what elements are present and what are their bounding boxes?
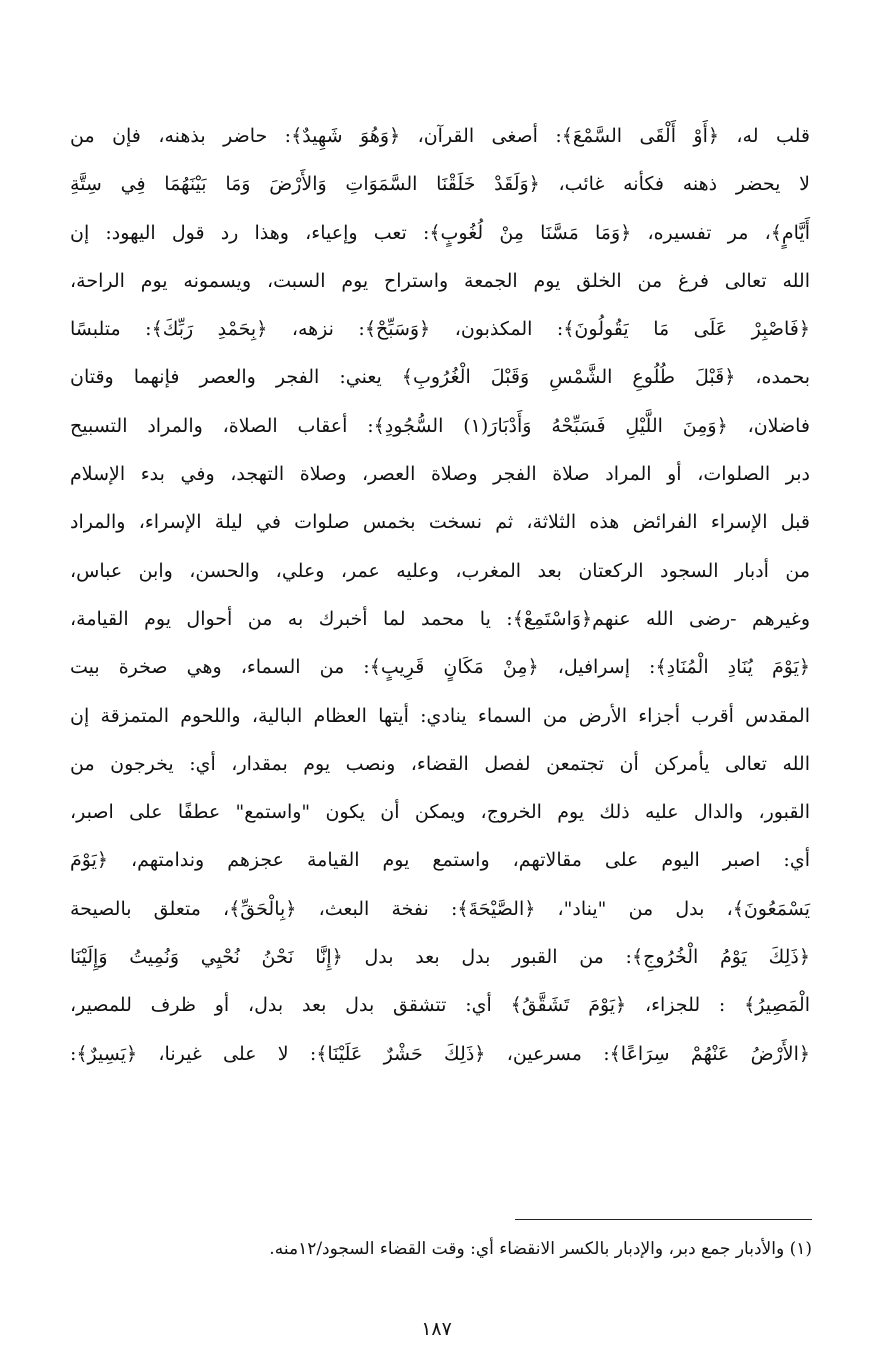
text-line: أَيَّامٍ﴾، مر تفسيره، ﴿وَمَا مَسَّنَا مِنْ لُغُوبٍ﴾: تعب وإعياء، وهذا رد قول اليهود: إن: [70, 221, 810, 244]
text-line: وغيرهم -رضى الله عنهم﴿وَاسْتَمِعْ﴾: يا محمد لما أخبرك به من أحوال يوم القيامة،: [70, 607, 810, 630]
footnote: (١) والأدبار جمع دبر، والإدبار بالكسر الانقضاء أي: وقت القضاء السجود/١٢منه.: [269, 1239, 812, 1259]
text-line: قبل الإسراء الفرائض هذه الثلاثة، ثم نسخت بخمس صلوات في ليلة الإسراء، والمراد: [70, 511, 810, 534]
text-line: الله تعالى فرغ من الخلق يوم الجمعة واستراح يوم السبت، ويسمونه يوم الراحة،: [70, 269, 810, 292]
text-line: الْمَصِيرُ﴾ : للجزاء، ﴿يَوْمَ تَشَقَّقُ﴾ أي: تتشقق بدل بعد بدل، أو ظرف للمصير،: [70, 994, 810, 1017]
text-line: قلب له، ﴿أَوْ أَلْقَى السَّمْعَ﴾: أصغى القرآن، ﴿وَهُوَ شَهِيدٌ﴾: حاضر بذهنه، فإن من: [70, 125, 810, 147]
main-text: [70, 112, 810, 1078]
text-line: لا يحضر ذهنه فكأنه غائب، ﴿وَلَقَدْ خَلَقْنَا السَّمَوَاتِ وَالأَرْضَ وَمَا بَيْنَهُمَا فِي سِتَّةِ: [70, 173, 810, 196]
text-line: ﴿الأَرْضُ عَنْهُمْ سِرَاعًا﴾: مسرعين، ﴿ذَلِكَ حَشْرٌ عَلَيْنَا﴾: لا على غيرنا، ﴿يَسِيرٌ﴾:: [70, 1042, 810, 1065]
text-line: من أدبار السجود الركعتان بعد المغرب، وعليه عمر، وعلي، والحسن، وابن عباس،: [70, 559, 810, 582]
text-line: ﴿فَاصْبِرْ عَلَى مَا يَقُولُونَ﴾: المكذبون، ﴿وَسَبِّحْ﴾: نزهه، ﴿بِحَمْدِ رَبِّكَ﴾: متلبسًا: [70, 318, 810, 341]
text-line: القبور، والدال عليه ذلك يوم الخروج، ويمكن أن يكون "واستمع" عطفًا على اصبر،: [70, 801, 810, 824]
footnote-divider: [515, 1219, 812, 1220]
page-number: ١٨٧: [421, 1318, 452, 1340]
text-line: دبر الصلوات، أو المراد صلاة الفجر وصلاة العصر، وصلاة التهجد، وفي بدء الإسلام: [70, 463, 810, 486]
text-line: ﴿ذَلِكَ يَوْمُ الْخُرُوجِ﴾: من القبور بدل بعد بدل ﴿إِنَّا نَحْنُ نُحْيِي وَنُمِيتُ وَإِلَيْنَا: [70, 946, 810, 969]
text-line: الله تعالى يأمركن أن تجتمعن لفصل القضاء، ونصب يوم بمقدار، أي: يخرجون من: [70, 752, 810, 775]
text-line: فاضلان، ﴿وَمِنَ اللَّيْلِ فَسَبِّحْهُ وَأَدْبَارَ(١) السُّجُودِ﴾: أعقاب الصلاة، والمراد التسبيح: [70, 414, 810, 437]
text-line: بحمده، ﴿قَبْلَ طُلُوعِ الشَّمْسِ وَقَبْلَ الْغُرُوبِ﴾ يعني: الفجر والعصر فإنهما وقتان: [70, 366, 810, 389]
text-line: يَسْمَعُونَ﴾، بدل من "يناد"، ﴿الصَّيْحَةَ﴾: نفخة البعث، ﴿بِالْحَقِّ﴾، متعلق بالصيحة: [70, 897, 810, 920]
text-line: المقدس أقرب أجزاء الأرض من السماء ينادي: أيتها العظام البالية، واللحوم المتمزقة إن: [70, 704, 810, 727]
text-line: ﴿يَوْمَ يُنَادِ الْمُنَادِ﴾: إسرافيل، ﴿مِنْ مَكَانٍ قَرِيبٍ﴾: من السماء، وهي صخرة بيت: [70, 656, 810, 679]
text-line: أي: اصبر اليوم على مقالاتهم، واستمع يوم القيامة عجزهم وندامتهم، ﴿يَوْمَ: [70, 849, 810, 872]
